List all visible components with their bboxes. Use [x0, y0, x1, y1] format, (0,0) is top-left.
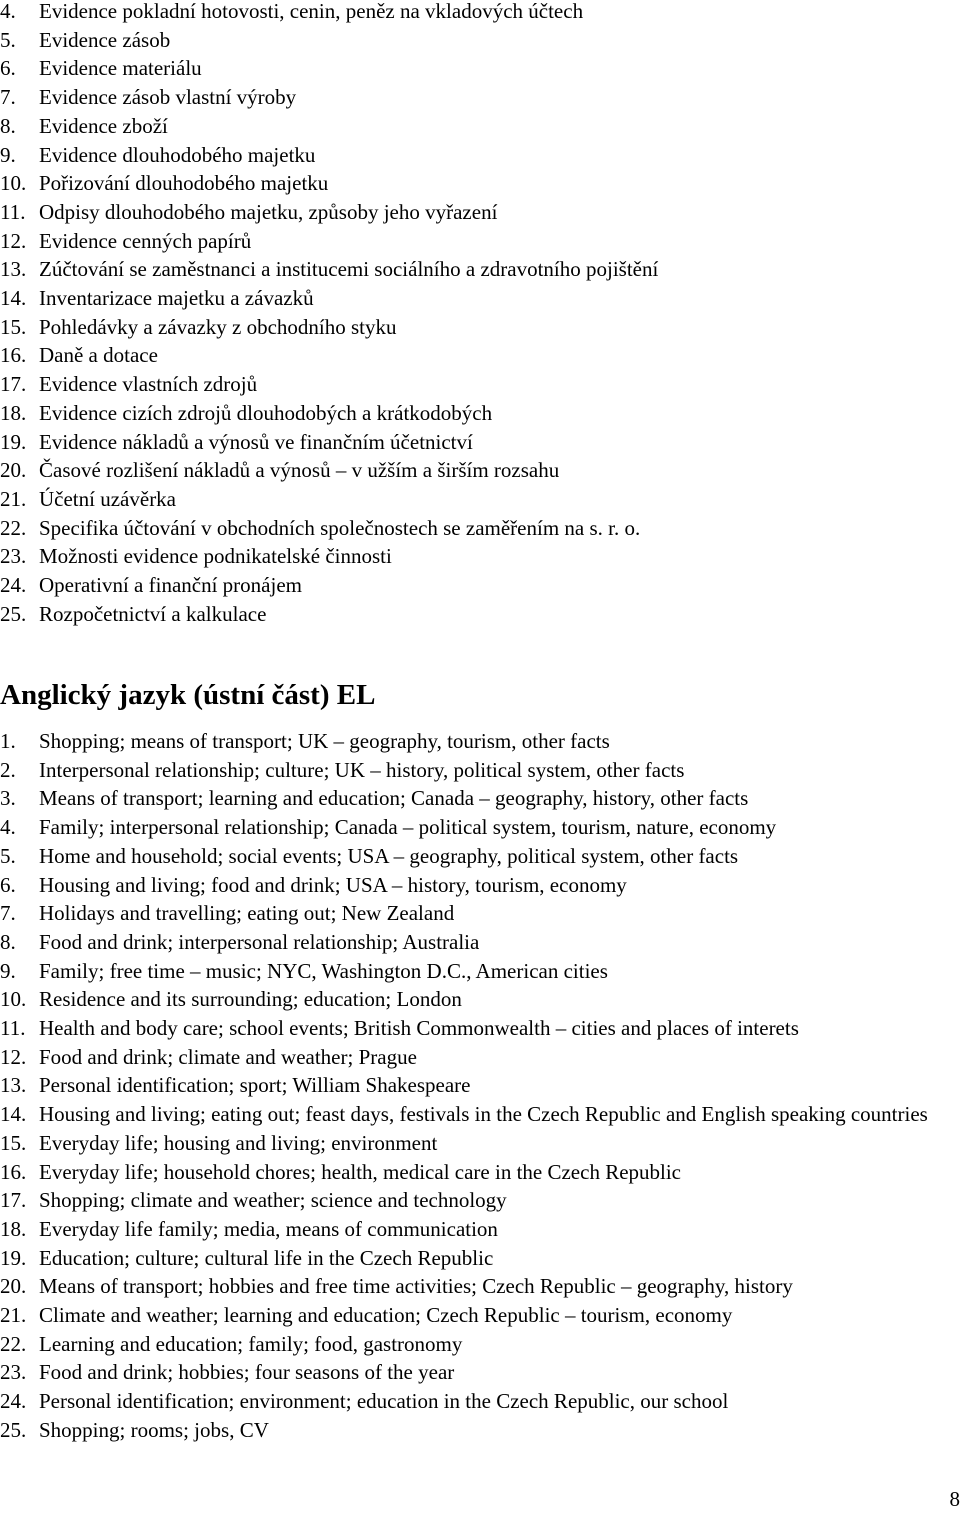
item-number: 14.: [0, 286, 27, 311]
item-text: Personal identification; environment; education in the Czech Republic, our school: [39, 1389, 729, 1414]
item-text: Housing and living; food and drink; USA – history, tourism, economy: [39, 872, 627, 897]
item-number: 12.: [0, 228, 27, 253]
item-text: Pohledávky a závazky z obchodního styku: [39, 314, 397, 339]
english-topic-item: [0, 1330, 960, 1359]
english-topic-item: [0, 1244, 960, 1273]
page-number: 8: [949, 1487, 960, 1511]
item-number: 15.: [0, 1130, 27, 1155]
english-topic-item: [0, 1186, 960, 1215]
accounting-topic-item: [0, 141, 658, 170]
item-number: 7.: [0, 901, 16, 926]
item-text: Odpisy dlouhodobého majetku, způsoby jeho vyřazení: [39, 199, 498, 224]
item-text: Evidence vlastních zdrojů: [39, 372, 258, 397]
item-text: Evidence zboží: [39, 113, 168, 138]
item-text: Means of transport; hobbies and free time activities; Czech Republic – geography, history: [39, 1274, 793, 1299]
item-text: Everyday life family; media, means of communication: [39, 1216, 498, 1241]
item-number: 6.: [0, 56, 16, 81]
english-topic-item: [0, 1358, 960, 1387]
item-number: 21.: [0, 1303, 27, 1328]
accounting-topic-item: [0, 341, 658, 370]
english-topic-item: [0, 1043, 960, 1072]
item-text: Evidence dlouhodobého majetku: [39, 142, 316, 167]
item-number: 16.: [0, 1159, 27, 1184]
item-text: Možnosti evidence podnikatelské činnosti: [39, 544, 392, 569]
accounting-topic-item: [0, 428, 658, 457]
item-number: 20.: [0, 1274, 27, 1299]
item-number: 1.: [0, 729, 16, 753]
item-number: 4.: [0, 0, 16, 23]
item-number: 8.: [0, 113, 16, 138]
item-number: 18.: [0, 400, 27, 425]
accounting-topic-item: [0, 370, 658, 399]
item-text: Shopping; climate and weather; science and technology: [39, 1188, 507, 1213]
accounting-topic-item: [0, 26, 658, 55]
item-text: Holidays and travelling; eating out; New Zealand: [39, 901, 455, 926]
item-text: Evidence cizích zdrojů dlouhodobých a krátkodobých: [39, 400, 493, 425]
item-number: 19.: [0, 1245, 27, 1270]
english-topic-item: [0, 985, 960, 1014]
item-text: Family; free time – music; NYC, Washington D.C., American cities: [39, 958, 608, 983]
english-topic-item: [0, 727, 960, 756]
item-text: Residence and its surrounding; education; London: [39, 987, 462, 1012]
item-text: Evidence nákladů a výnosů ve finančním účetnictví: [39, 429, 473, 454]
accounting-topic-item: [0, 0, 658, 26]
accounting-topic-item: [0, 456, 658, 485]
item-number: 14.: [0, 1102, 27, 1127]
accounting-topic-item: [0, 571, 658, 600]
section-heading: Anglický jazyk (ústní část) EL: [0, 679, 376, 711]
item-number: 24.: [0, 1389, 27, 1414]
item-text: Zúčtování se zaměstnanci a institucemi sociálního a zdravotního pojištění: [39, 257, 659, 282]
item-number: 22.: [0, 1331, 27, 1356]
item-text: Interpersonal relationship; culture; UK – history, political system, other facts: [39, 757, 685, 782]
item-number: 17.: [0, 1188, 27, 1213]
accounting-topic-list: [0, 0, 658, 628]
item-text: Inventarizace majetku a závazků: [39, 286, 314, 311]
item-text: Pořizování dlouhodobého majetku: [39, 171, 329, 196]
english-topic-item: [0, 1301, 960, 1330]
english-topic-item: [0, 1014, 960, 1043]
item-text: Časové rozlišení nákladů a výnosů – v užším a širším rozsahu: [39, 458, 560, 483]
item-text: Evidence materiálu: [39, 56, 202, 81]
item-text: Housing and living; eating out; feast days, festivals in the Czech Republic and English speaking countries: [39, 1102, 928, 1127]
english-topic-item: [0, 1215, 960, 1244]
accounting-topic-item: [0, 83, 658, 112]
english-topic-item: [0, 1071, 960, 1100]
item-text: Účetní uzávěrka: [39, 486, 177, 511]
item-text: Specifika účtování v obchodních společnostech se zaměřením na s. r. o.: [39, 515, 641, 540]
accounting-topic-item: [0, 514, 658, 543]
accounting-topic-item: [0, 399, 658, 428]
item-number: 21.: [0, 486, 27, 511]
item-text: Means of transport; learning and education; Canada – geography, history, other facts: [39, 786, 749, 811]
item-text: Rozpočetnictví a kalkulace: [39, 601, 267, 626]
english-topic-item: [0, 871, 960, 900]
item-text: Climate and weather; learning and education; Czech Republic – tourism, economy: [39, 1303, 733, 1328]
item-number: 16.: [0, 343, 27, 368]
item-number: 9.: [0, 142, 16, 167]
item-number: 5.: [0, 27, 16, 52]
english-topic-item: [0, 1129, 960, 1158]
item-number: 25.: [0, 1417, 27, 1442]
item-text: Evidence zásob vlastní výroby: [39, 85, 297, 110]
item-number: 15.: [0, 314, 27, 339]
item-text: Shopping; means of transport; UK – geography, tourism, other facts: [39, 729, 610, 753]
item-number: 23.: [0, 544, 27, 569]
item-number: 7.: [0, 85, 16, 110]
english-topic-list: [0, 727, 960, 1445]
accounting-topic-item: [0, 284, 658, 313]
english-topic-item: [0, 899, 960, 928]
english-topic-item: [0, 1100, 960, 1129]
item-text: Health and body care; school events; British Commonwealth – cities and places of interets: [39, 1016, 799, 1041]
english-topic-item: [0, 928, 960, 957]
item-number: 20.: [0, 458, 27, 483]
english-topic-item: [0, 784, 960, 813]
accounting-topic-item: [0, 600, 658, 629]
accounting-topic-item: [0, 54, 658, 83]
item-text: Evidence pokladní hotovosti, cenin, peněz na vkladových účtech: [39, 0, 584, 23]
accounting-topic-item: [0, 313, 658, 342]
item-number: 10.: [0, 987, 27, 1012]
item-text: Personal identification; sport; William Shakespeare: [39, 1073, 471, 1098]
english-topic-item: [0, 1272, 960, 1301]
item-number: 25.: [0, 601, 27, 626]
item-text: Education; culture; cultural life in the Czech Republic: [39, 1245, 494, 1270]
item-number: 9.: [0, 958, 16, 983]
item-number: 8.: [0, 929, 16, 954]
item-number: 4.: [0, 815, 16, 840]
item-text: Food and drink; climate and weather; Prague: [39, 1044, 417, 1069]
item-text: Daně a dotace: [39, 343, 158, 368]
item-number: 24.: [0, 573, 27, 598]
english-topic-item: [0, 756, 960, 785]
accounting-topic-item: [0, 227, 658, 256]
accounting-topic-item: [0, 112, 658, 141]
item-number: 22.: [0, 515, 27, 540]
english-topic-item: [0, 957, 960, 986]
english-topic-item: [0, 813, 960, 842]
item-text: Food and drink; hobbies; four seasons of the year: [39, 1360, 455, 1385]
accounting-topic-item: [0, 485, 658, 514]
item-text: Learning and education; family; food, gastronomy: [39, 1331, 463, 1356]
item-text: Everyday life; household chores; health, medical care in the Czech Republic: [39, 1159, 682, 1184]
english-topic-item: [0, 1387, 960, 1416]
item-number: 12.: [0, 1044, 27, 1069]
accounting-topic-item: [0, 255, 658, 284]
item-text: Operativní a finanční pronájem: [39, 573, 302, 598]
item-number: 10.: [0, 171, 27, 196]
english-topic-item: [0, 1158, 960, 1187]
item-number: 17.: [0, 372, 27, 397]
item-text: Shopping; rooms; jobs, CV: [39, 1417, 269, 1442]
item-number: 18.: [0, 1216, 27, 1241]
accounting-topic-item: [0, 169, 658, 198]
item-number: 3.: [0, 786, 16, 811]
item-number: 2.: [0, 757, 16, 782]
item-number: 13.: [0, 1073, 27, 1098]
accounting-topic-item: [0, 198, 658, 227]
item-number: 5.: [0, 843, 16, 868]
item-number: 13.: [0, 257, 27, 282]
item-text: Everyday life; housing and living; environment: [39, 1130, 438, 1155]
item-text: Home and household; social events; USA – geography, political system, other facts: [39, 843, 739, 868]
item-number: 6.: [0, 872, 16, 897]
item-number: 11.: [0, 199, 26, 224]
english-topic-item: [0, 1416, 960, 1445]
accounting-topic-item: [0, 542, 658, 571]
item-text: Family; interpersonal relationship; Canada – political system, tourism, nature, economy: [39, 815, 777, 840]
item-number: 23.: [0, 1360, 27, 1385]
item-text: Evidence cenných papírů: [39, 228, 252, 253]
item-number: 19.: [0, 429, 27, 454]
item-text: Evidence zásob: [39, 27, 171, 52]
item-text: Food and drink; interpersonal relationship; Australia: [39, 929, 480, 954]
english-topic-item: [0, 842, 960, 871]
item-number: 11.: [0, 1016, 26, 1041]
